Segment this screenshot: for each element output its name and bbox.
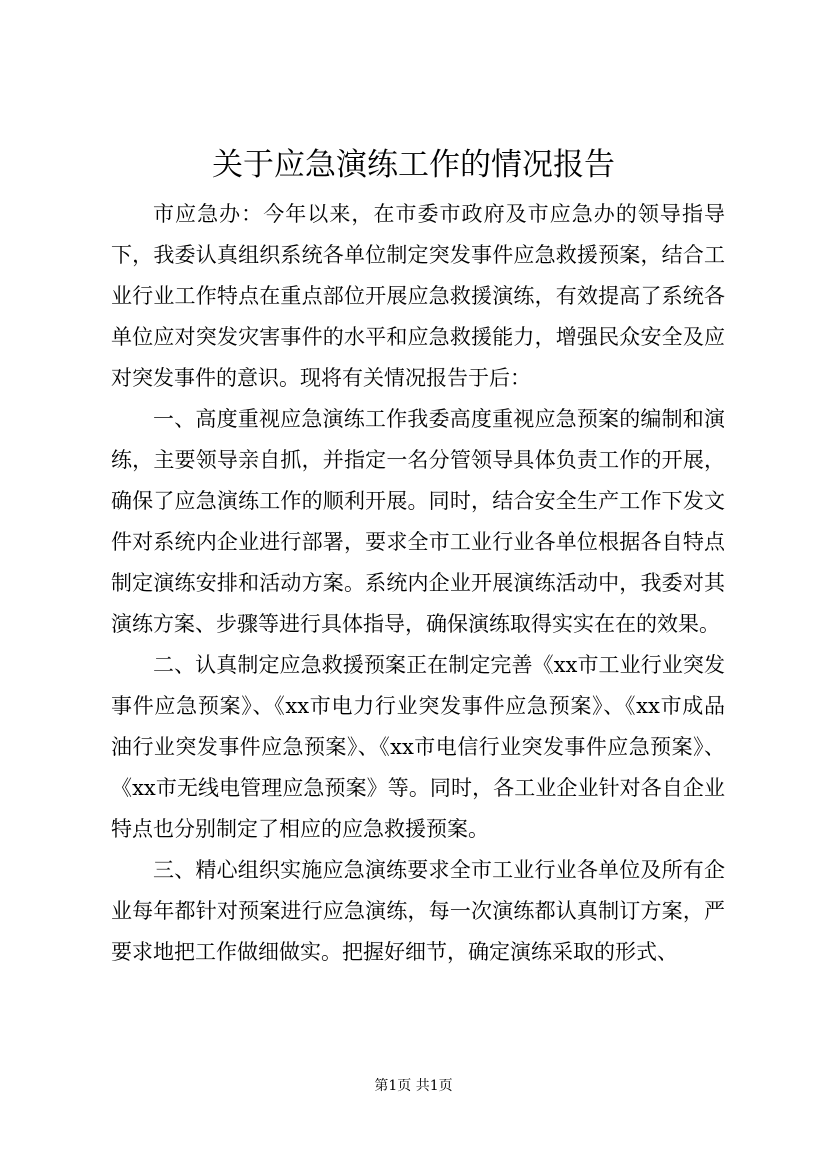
paragraph-section-2: 二、认真制定应急救援预案正在制定完善《xx市工业行业突发事件应急预案》、《xx市电力行业突发事件应急预案》、《xx市成品油行业突发事件应急预案》、《xx市电信行业突发事件应急预案》、《xx市无线电管理应急预案》等。同时，各工业企业针对各自企业特点也分别制定了相应的应急救援预案。 — [111, 653, 725, 841]
paragraph-section-1: 一、高度重视应急演练工作我委高度重视应急预案的编制和演练，主要领导亲自抓，并指定一名分管领导具体负责工作的开展，确保了应急演练工作的顺利开展。同时，结合安全生产工作下发文件对系统内企业进行部署，要求全市工业行业各单位根据各自特点制定演练安排和活动方案。系统内企业开展演练活动中，我委对其演练方案、步骤等进行具体指导，确保演练取得实实在在的效果。 — [111, 407, 725, 636]
document-title: 关于应急演练工作的情况报告 — [212, 147, 615, 183]
paragraph-section-3: 三、精心组织实施应急演练要求全市工业行业各单位及所有企业每年都针对预案进行应急演练，每一次演练都认真制订方案，严要求地把工作做细做实。把握好细节，确定演练采取的形式、 — [111, 858, 725, 964]
document-body — [111, 194, 725, 973]
page-number-footer: 第1页 共1页 — [374, 1078, 453, 1094]
paragraph-intro: 市应急办：今年以来，在市委市政府及市应急办的领导指导下，我委认真组织系统各单位制定突发事件应急救援预案，结合工业行业工作特点在重点部位开展应急救援演练，有效提高了系统各单位应对突发灾害事件的水平和应急救援能力，增强民众安全及应对突发事件的意识。现将有关情况报告于后： — [111, 202, 725, 390]
